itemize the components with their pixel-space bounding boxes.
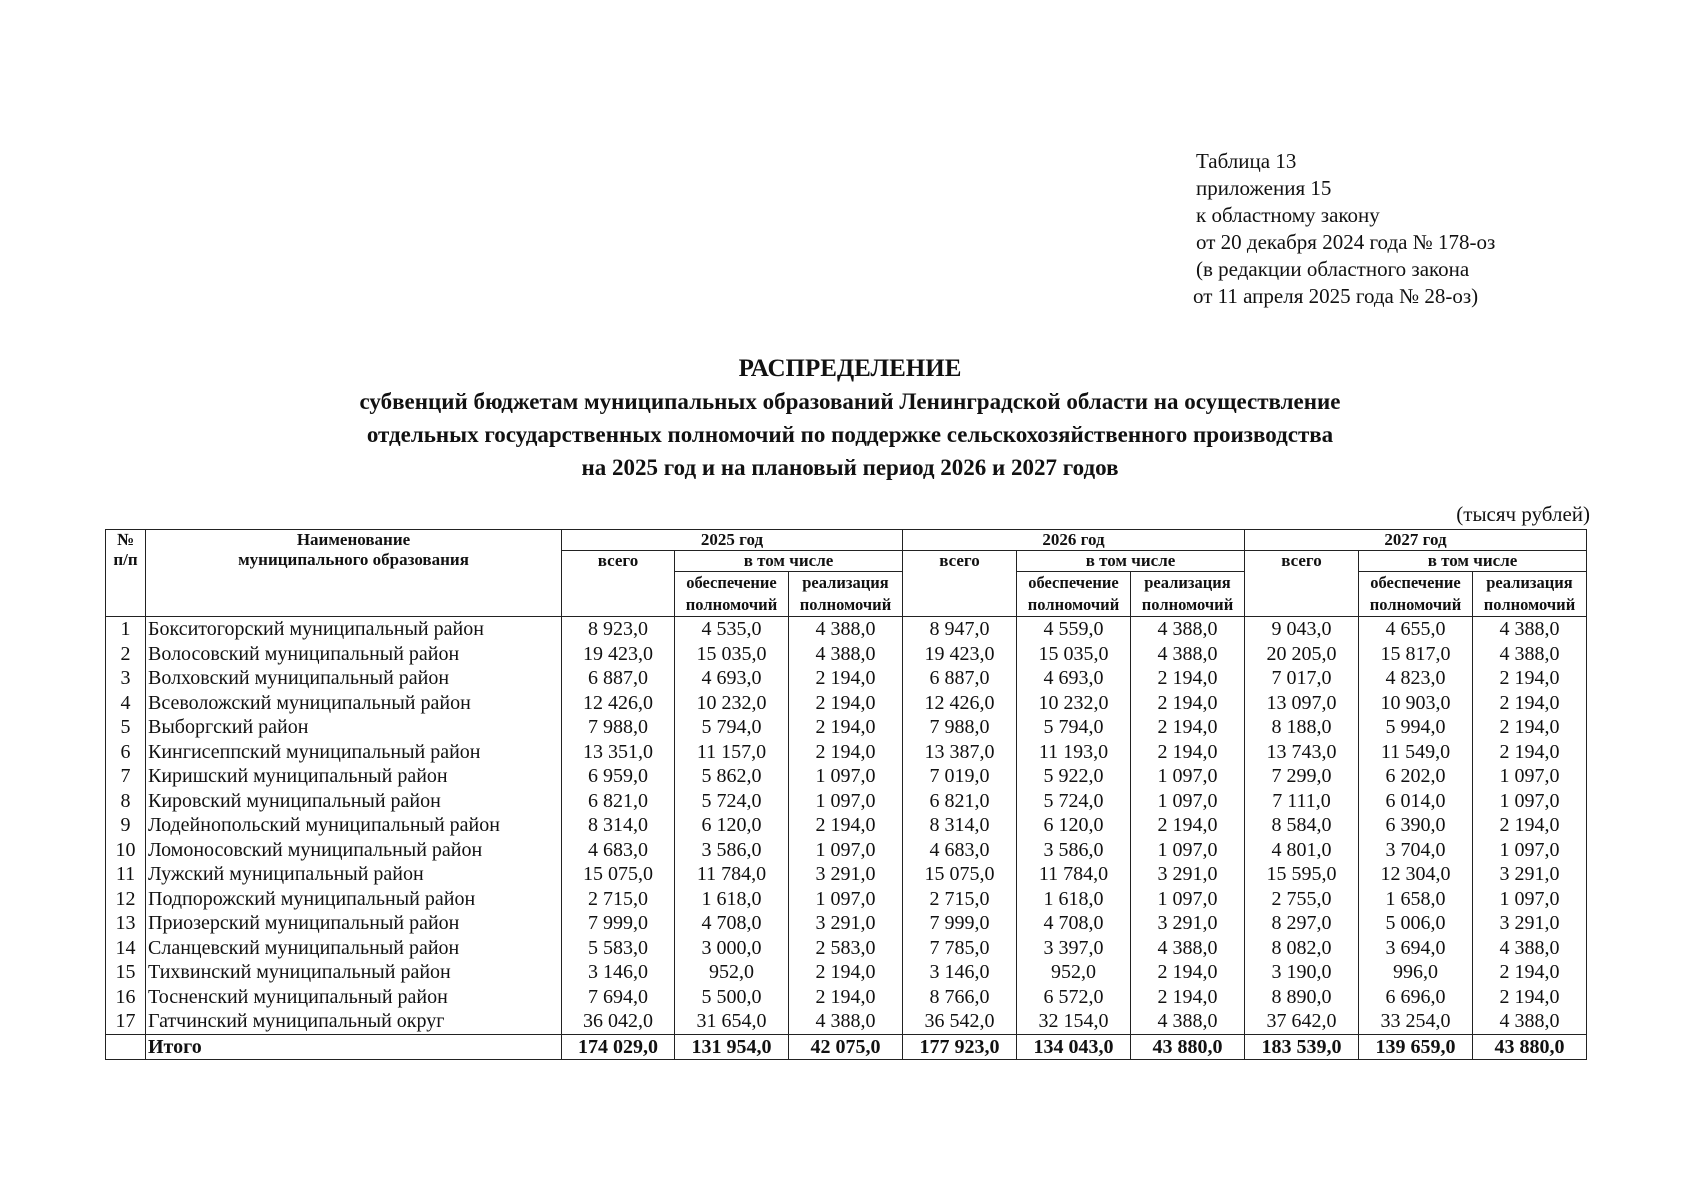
table-row [106,887,1587,912]
table-row [106,740,1587,765]
amount-cell: 3 694,0 [1359,936,1473,961]
amount-cell: 6 887,0 [903,666,1017,691]
table-row [106,789,1587,814]
document-heading [150,352,1550,484]
row-number: 3 [106,666,146,691]
amount-cell: 2 194,0 [1473,691,1587,716]
amount-cell: 7 999,0 [903,911,1017,936]
amount-cell: 7 988,0 [903,715,1017,740]
header-number [106,530,146,617]
municipality-name: Тихвинский муниципальный район [146,960,562,985]
row-number: 15 [106,960,146,985]
total-amount-cell: 43 880,0 [1131,1034,1245,1060]
table-row [106,617,1587,642]
row-number: 11 [106,862,146,887]
header-year-2026: 2026 год [903,530,1245,551]
total-amount-cell: 139 659,0 [1359,1034,1473,1060]
row-number: 13 [106,911,146,936]
amount-cell: 1 097,0 [789,887,903,912]
appendix-line: Таблица 13 [1196,149,1297,173]
amount-cell: 1 097,0 [1131,764,1245,789]
amount-cell: 15 595,0 [1245,862,1359,887]
header-provision-bottom: полномочий [1027,595,1120,614]
amount-cell: 7 111,0 [1245,789,1359,814]
header-name-bottom: муниципального образования [238,550,469,569]
municipality-name: Лодейнопольский муниципальный район [146,813,562,838]
header-total-2026: всего [903,551,1017,617]
table-row [106,715,1587,740]
header-realization-top: реализация [802,573,889,592]
header-provision-2026 [1017,572,1131,617]
amount-cell: 2 194,0 [789,666,903,691]
amount-cell: 8 923,0 [562,617,675,642]
total-amount-cell: 131 954,0 [675,1034,789,1060]
amount-cell: 8 082,0 [1245,936,1359,961]
amount-cell: 3 291,0 [1473,911,1587,936]
total-row [106,1034,1587,1060]
amount-cell: 2 194,0 [1473,715,1587,740]
header-total-2027: всего [1245,551,1359,617]
amount-cell: 5 724,0 [675,789,789,814]
amount-cell: 2 194,0 [1131,666,1245,691]
table-row [106,813,1587,838]
amount-cell: 6 821,0 [562,789,675,814]
header-realization-top: реализация [1486,573,1573,592]
amount-cell: 5 583,0 [562,936,675,961]
amount-cell: 1 097,0 [1473,789,1587,814]
municipality-name: Лужский муниципальный район [146,862,562,887]
amount-cell: 7 785,0 [903,936,1017,961]
amount-cell: 6 120,0 [1017,813,1131,838]
amount-cell: 3 291,0 [1473,862,1587,887]
appendix-line: (в редакции областного закона [1196,257,1470,281]
amount-cell: 19 423,0 [903,642,1017,667]
amount-cell: 2 194,0 [789,813,903,838]
header-realization-bottom: полномочий [1483,595,1576,614]
municipality-name: Гатчинский муниципальный округ [146,1009,562,1034]
table-row [106,985,1587,1010]
municipality-name: Волосовский муниципальный район [146,642,562,667]
amount-cell: 20 205,0 [1245,642,1359,667]
document-title: РАСПРЕДЕЛЕНИЕ [738,355,962,382]
header-provision-top: обеспечение [1370,573,1461,592]
amount-cell: 4 388,0 [1473,642,1587,667]
header-year-2025: 2025 год [562,530,903,551]
row-number: 6 [106,740,146,765]
amount-cell: 11 784,0 [1017,862,1131,887]
amount-cell: 4 388,0 [1473,936,1587,961]
amount-cell: 1 097,0 [789,764,903,789]
amount-cell: 11 549,0 [1359,740,1473,765]
header-number-bottom: п/п [113,550,138,569]
amount-cell: 4 388,0 [789,617,903,642]
amount-cell: 1 097,0 [1131,838,1245,863]
amount-cell: 6 120,0 [675,813,789,838]
amount-cell: 2 194,0 [1473,985,1587,1010]
header-realization-bottom: полномочий [1141,595,1234,614]
header-provision-2025 [675,572,789,617]
amount-cell: 4 388,0 [1131,642,1245,667]
amount-cell: 4 535,0 [675,617,789,642]
amount-cell: 10 903,0 [1359,691,1473,716]
amount-cell: 36 542,0 [903,1009,1017,1034]
row-number: 17 [106,1009,146,1034]
table-row [106,666,1587,691]
amount-cell: 4 388,0 [1473,617,1587,642]
amount-cell: 3 000,0 [675,936,789,961]
amount-cell: 8 584,0 [1245,813,1359,838]
header-including-2026: в том числе [1017,551,1245,572]
amount-cell: 31 654,0 [675,1009,789,1034]
municipality-name: Ломоносовский муниципальный район [146,838,562,863]
amount-cell: 2 194,0 [1473,960,1587,985]
amount-cell: 3 291,0 [1131,862,1245,887]
header-provision-top: обеспечение [686,573,777,592]
amount-cell: 2 194,0 [1473,666,1587,691]
amount-cell: 5 922,0 [1017,764,1131,789]
amount-cell: 2 194,0 [1473,740,1587,765]
document-subtitle-line: на 2025 год и на плановый период 2026 и 2027 годов [581,455,1119,480]
municipality-name: Всеволожский муниципальный район [146,691,562,716]
amount-cell: 36 042,0 [562,1009,675,1034]
table-body [106,617,1587,1060]
amount-cell: 2 194,0 [789,960,903,985]
amount-cell: 1 097,0 [1131,789,1245,814]
table-row [106,862,1587,887]
document-subtitle-line: отдельных государственных полномочий по поддержке сельскохозяйственного производства [366,422,1334,447]
amount-cell: 3 291,0 [789,862,903,887]
amount-cell: 11 193,0 [1017,740,1131,765]
amount-cell: 4 388,0 [1131,936,1245,961]
amount-cell: 12 426,0 [903,691,1017,716]
header-number-top: № [116,530,135,549]
amount-cell: 11 784,0 [675,862,789,887]
amount-cell: 4 559,0 [1017,617,1131,642]
table-row [106,1009,1587,1034]
amount-cell: 3 397,0 [1017,936,1131,961]
amount-cell: 1 097,0 [789,838,903,863]
total-amount-cell: 43 880,0 [1473,1034,1587,1060]
amount-cell: 15 817,0 [1359,642,1473,667]
amount-cell: 3 586,0 [1017,838,1131,863]
amount-cell: 15 075,0 [903,862,1017,887]
header-year-2027: 2027 год [1245,530,1587,551]
amount-cell: 2 194,0 [1131,960,1245,985]
municipality-name: Тосненский муниципальный район [146,985,562,1010]
amount-cell: 4 708,0 [675,911,789,936]
amount-cell: 5 724,0 [1017,789,1131,814]
amount-cell: 7 017,0 [1245,666,1359,691]
amount-cell: 5 794,0 [1017,715,1131,740]
amount-cell: 33 254,0 [1359,1009,1473,1034]
municipality-name: Выборгский район [146,715,562,740]
amount-cell: 15 035,0 [675,642,789,667]
table-row [106,838,1587,863]
amount-cell: 8 314,0 [903,813,1017,838]
amount-cell: 7 999,0 [562,911,675,936]
amount-cell: 11 157,0 [675,740,789,765]
amount-cell: 4 388,0 [789,1009,903,1034]
amount-cell: 3 586,0 [675,838,789,863]
municipality-name: Приозерский муниципальный район [146,911,562,936]
row-number: 14 [106,936,146,961]
header-total-2025: всего [562,551,675,617]
municipality-name: Волховский муниципальный район [146,666,562,691]
total-number-cell [106,1034,146,1060]
amount-cell: 4 693,0 [1017,666,1131,691]
municipality-name: Кировский муниципальный район [146,789,562,814]
amount-cell: 2 194,0 [1131,985,1245,1010]
total-amount-cell: 183 539,0 [1245,1034,1359,1060]
distribution-table [105,529,1587,1060]
amount-cell: 1 618,0 [675,887,789,912]
amount-cell: 1 097,0 [1131,887,1245,912]
amount-cell: 7 694,0 [562,985,675,1010]
amount-cell: 4 655,0 [1359,617,1473,642]
table-row [106,764,1587,789]
amount-cell: 6 959,0 [562,764,675,789]
total-label: Итого [146,1034,562,1060]
header-provision-bottom: полномочий [1369,595,1462,614]
amount-cell: 996,0 [1359,960,1473,985]
row-number: 1 [106,617,146,642]
amount-cell: 2 715,0 [562,887,675,912]
amount-cell: 8 947,0 [903,617,1017,642]
amount-cell: 1 618,0 [1017,887,1131,912]
municipality-name: Бокситогорский муниципальный район [146,617,562,642]
amount-cell: 4 388,0 [1131,1009,1245,1034]
amount-cell: 4 823,0 [1359,666,1473,691]
amount-cell: 2 194,0 [1131,813,1245,838]
amount-cell: 4 708,0 [1017,911,1131,936]
amount-cell: 6 696,0 [1359,985,1473,1010]
appendix-line: от 20 декабря 2024 года № 178-оз [1196,230,1496,254]
amount-cell: 13 387,0 [903,740,1017,765]
header-name-top: Наименование [296,530,411,549]
municipality-name: Киришский муниципальный район [146,764,562,789]
header-provision-bottom: полномочий [685,595,778,614]
amount-cell: 9 043,0 [1245,617,1359,642]
amount-cell: 7 299,0 [1245,764,1359,789]
row-number: 7 [106,764,146,789]
amount-cell: 6 202,0 [1359,764,1473,789]
amount-cell: 5 006,0 [1359,911,1473,936]
appendix-line: от 11 апреля 2025 года № 28-оз) [1193,284,1479,308]
amount-cell: 4 388,0 [1473,1009,1587,1034]
header-including-2027: в том числе [1359,551,1587,572]
amount-cell: 1 097,0 [1473,838,1587,863]
table-row [106,960,1587,985]
amount-cell: 8 766,0 [903,985,1017,1010]
amount-cell: 2 194,0 [1473,813,1587,838]
amount-cell: 15 075,0 [562,862,675,887]
amount-cell: 3 190,0 [1245,960,1359,985]
amount-cell: 4 683,0 [903,838,1017,863]
header-realization-2025 [789,572,903,617]
amount-cell: 2 194,0 [789,985,903,1010]
table-row [106,936,1587,961]
appendix-reference [1193,148,1496,310]
appendix-line: к областному закону [1196,203,1380,227]
amount-cell: 3 146,0 [562,960,675,985]
amount-cell: 6 887,0 [562,666,675,691]
amount-cell: 952,0 [675,960,789,985]
amount-cell: 37 642,0 [1245,1009,1359,1034]
amount-cell: 6 014,0 [1359,789,1473,814]
amount-cell: 15 035,0 [1017,642,1131,667]
amount-cell: 2 583,0 [789,936,903,961]
amount-cell: 2 194,0 [789,740,903,765]
amount-cell: 2 194,0 [1131,691,1245,716]
table-row [106,642,1587,667]
total-amount-cell: 42 075,0 [789,1034,903,1060]
amount-cell: 4 388,0 [789,642,903,667]
header-realization-bottom: полномочий [799,595,892,614]
amount-cell: 1 097,0 [1473,764,1587,789]
total-amount-cell: 174 029,0 [562,1034,675,1060]
row-number: 4 [106,691,146,716]
header-provision-top: обеспечение [1028,573,1119,592]
document-subtitle-line: субвенций бюджетам муниципальных образований Ленинградской области на осуществление [359,389,1341,414]
amount-cell: 4 801,0 [1245,838,1359,863]
table-header [106,530,1587,617]
amount-cell: 8 314,0 [562,813,675,838]
amount-cell: 5 862,0 [675,764,789,789]
amount-cell: 32 154,0 [1017,1009,1131,1034]
table-row [106,911,1587,936]
amount-cell: 13 743,0 [1245,740,1359,765]
amount-cell: 8 188,0 [1245,715,1359,740]
appendix-line: приложения 15 [1196,176,1332,200]
amount-cell: 8 890,0 [1245,985,1359,1010]
amount-cell: 2 194,0 [789,691,903,716]
row-number: 8 [106,789,146,814]
header-realization-2027 [1473,572,1587,617]
amount-cell: 7 019,0 [903,764,1017,789]
row-number: 12 [106,887,146,912]
amount-cell: 13 097,0 [1245,691,1359,716]
amount-cell: 5 994,0 [1359,715,1473,740]
amount-cell: 10 232,0 [675,691,789,716]
total-amount-cell: 134 043,0 [1017,1034,1131,1060]
amount-cell: 6 821,0 [903,789,1017,814]
amount-cell: 13 351,0 [562,740,675,765]
header-including-2025: в том числе [675,551,903,572]
municipality-name: Сланцевский муниципальный район [146,936,562,961]
amount-cell: 5 794,0 [675,715,789,740]
amount-cell: 3 146,0 [903,960,1017,985]
amount-cell: 12 426,0 [562,691,675,716]
amount-cell: 2 755,0 [1245,887,1359,912]
amount-cell: 7 988,0 [562,715,675,740]
municipality-name: Кингисеппский муниципальный район [146,740,562,765]
amount-cell: 2 194,0 [1131,715,1245,740]
amount-cell: 10 232,0 [1017,691,1131,716]
row-number: 16 [106,985,146,1010]
amount-cell: 1 658,0 [1359,887,1473,912]
amount-cell: 3 291,0 [1131,911,1245,936]
total-amount-cell: 177 923,0 [903,1034,1017,1060]
amount-cell: 4 683,0 [562,838,675,863]
header-name [146,530,562,617]
amount-cell: 6 572,0 [1017,985,1131,1010]
amount-cell: 12 304,0 [1359,862,1473,887]
amount-cell: 1 097,0 [1473,887,1587,912]
header-provision-2027 [1359,572,1473,617]
amount-cell: 4 388,0 [1131,617,1245,642]
row-number: 5 [106,715,146,740]
header-realization-top: реализация [1144,573,1231,592]
amount-cell: 6 390,0 [1359,813,1473,838]
amount-cell: 952,0 [1017,960,1131,985]
amount-cell: 2 194,0 [789,715,903,740]
table-row [106,691,1587,716]
municipality-name: Подпорожский муниципальный район [146,887,562,912]
amount-cell: 2 194,0 [1131,740,1245,765]
units-label: (тысяч рублей) [1456,502,1590,526]
amount-cell: 19 423,0 [562,642,675,667]
amount-cell: 3 704,0 [1359,838,1473,863]
amount-cell: 1 097,0 [789,789,903,814]
amount-cell: 5 500,0 [675,985,789,1010]
amount-cell: 8 297,0 [1245,911,1359,936]
row-number: 9 [106,813,146,838]
amount-cell: 3 291,0 [789,911,903,936]
row-number: 2 [106,642,146,667]
row-number: 10 [106,838,146,863]
amount-cell: 4 693,0 [675,666,789,691]
amount-cell: 2 715,0 [903,887,1017,912]
header-realization-2026 [1131,572,1245,617]
